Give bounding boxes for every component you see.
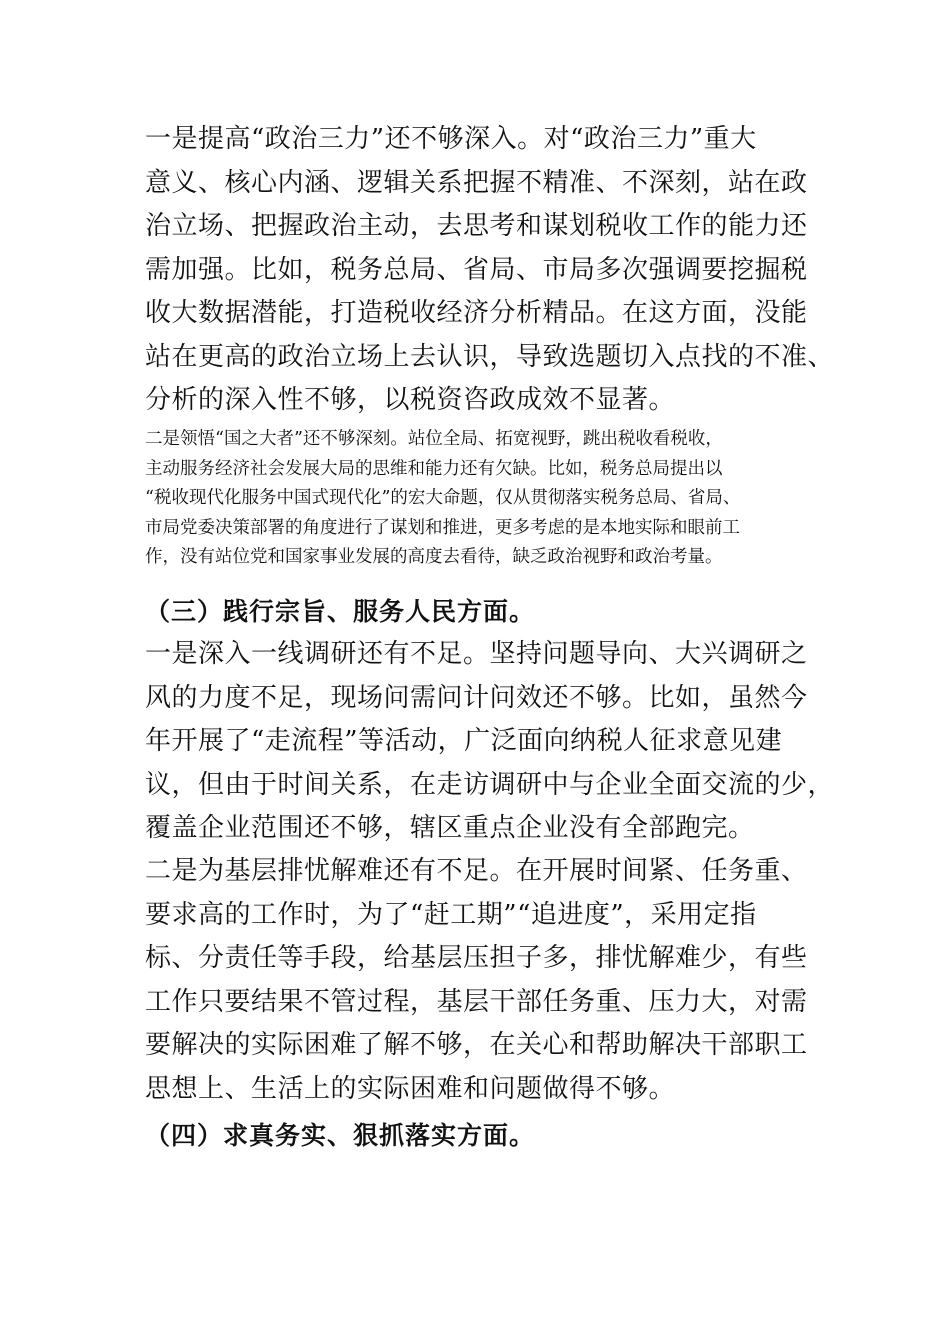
section-heading-3: （三）践行宗旨、服务人民方面。 <box>145 597 536 626</box>
text-line: 作，没有站位党和国家事业发展的高度去看待，缺乏政治视野和政治考量。 <box>145 547 723 567</box>
text-line: 议，但由于时间关系，在走访调研中与企业全面交流的少， <box>145 769 835 800</box>
paragraph-grassroots-support <box>145 850 808 1111</box>
text-line: 年开展了“走流程”等活动，广泛面向纳税人征求意见建 <box>145 726 783 756</box>
text-line: 收大数据潜能，打造税收经济分析精品。在这方面，没能 <box>145 298 808 328</box>
text-line: 覆盖企业范围还不够，辖区重点企业没有全部跑完。 <box>145 813 755 843</box>
text-line: 工作只要结果不管过程，基层干部任务重、压力大，对需 <box>145 986 808 1017</box>
text-line: 要解决的实际困难了解不够，在关心和帮助解决干部职工 <box>145 1030 808 1060</box>
text-line: 需加强。比如，税务总局、省局、市局多次强调要挖掘税 <box>145 254 808 285</box>
text-line: 二是为基层排忧解难还有不足。在开展时间紧、任务重、 <box>145 856 808 886</box>
text-line: “税收现代化服务中国式现代化”的宏大命题，仅从贯彻落实税务总局、省局、 <box>145 488 741 508</box>
text-line: 标、分责任等手段，给基层压担子多，排忧解难少，有些 <box>145 943 808 973</box>
text-line: 意义、核心内涵、逻辑关系把握不精准、不深刻，站在政 <box>145 167 808 198</box>
text-line: 主动服务经济社会发展大局的思维和能力还有欠缺。比如，税务总局提出以 <box>145 458 723 479</box>
paragraph-national-priorities <box>145 425 740 573</box>
text-line: 一是提高“政治三力”还不够深入。对“政治三力”重大 <box>145 124 757 154</box>
text-line: 分析的深入性不够，以税资咨政成效不显著。 <box>145 385 676 415</box>
text-line: 思想上、生活上的实际困难和问题做得不够。 <box>145 1073 676 1104</box>
text-line: 站在更高的政治立场上去认识，导致选题切入点找的不准、 <box>145 341 835 372</box>
section-heading-4: （四）求真务实、狠抓落实方面。 <box>145 1121 536 1150</box>
text-line: 风的力度不足，现场问需问计问效还不够。比如，虽然今 <box>145 682 808 713</box>
text-line: 二是领悟“国之大者”还不够深刻。站位全局、拓宽视野，跳出税收看税收， <box>145 429 723 449</box>
text-line: 一是深入一线调研还有不足。坚持问题导向、大兴调研之 <box>145 639 808 669</box>
paragraph-political-capability <box>145 118 834 423</box>
paragraph-frontline-research <box>145 633 834 851</box>
text-line: 治立场、把握政治主动，去思考和谋划税收工作的能力还 <box>145 211 808 241</box>
text-line: 要求高的工作时，为了“赶工期”“追进度”，采用定指 <box>145 899 757 930</box>
text-line: 市局党委决策部署的角度进行了谋划和推进，更多考虑的是本地实际和眼前工 <box>145 517 740 538</box>
